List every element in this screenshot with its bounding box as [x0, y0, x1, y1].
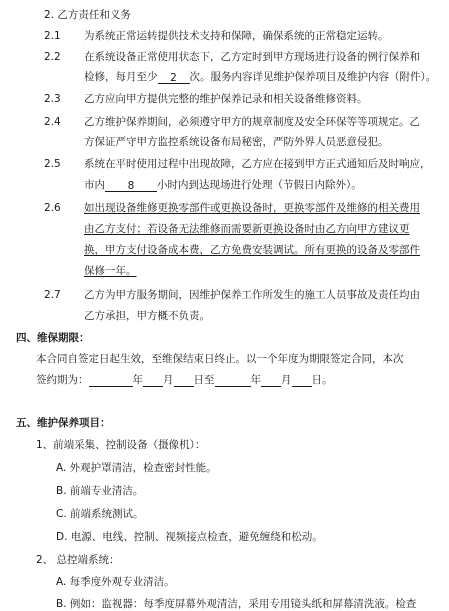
item-text: 方保证严守甲方监控系统设备布局秘密，严防外界人员恶意侵犯。 [84, 136, 389, 148]
text-fragment: 小时内到达现场进行处理（节假日内除外）。 [157, 179, 362, 191]
item-text: 乙方承担，甲方概不负责。 [84, 310, 210, 322]
item-text-line [84, 70, 436, 84]
date-unit: 年 [250, 374, 261, 386]
item-number: 2.3 [44, 93, 61, 105]
list-item: A. 外观护罩清洁，检查密封性能。 [56, 462, 217, 474]
section-4-heading: 四、维保期限： [16, 332, 90, 344]
item-number: 2.6 [44, 202, 61, 214]
item-text: 换，甲方支付设备成本费，乙方免费安装调试。所有更换的设备及零部件 [84, 244, 420, 256]
item-number: 2.1 [44, 30, 61, 42]
year-blank [215, 374, 251, 387]
filled-blank: 8 [105, 179, 157, 192]
date-unit: 年 [132, 374, 143, 386]
list-item: B. 例如：监视器：每季度屏幕外观清洁，采用专用镜头纸和屏幕清洗液。检查 [56, 598, 417, 610]
date-unit: 月 [163, 374, 174, 386]
item-number: 2.7 [44, 289, 61, 301]
day-blank [174, 374, 194, 387]
item-text: 保修一年。 [84, 265, 137, 277]
filled-blank: 2 [158, 71, 190, 84]
date-unit: 日。 [311, 374, 333, 386]
month-blank [143, 374, 163, 387]
list-item: B. 前端专业清洁。 [56, 485, 144, 497]
subsection-heading: 2、 总控端系统： [36, 554, 120, 566]
item-text: 在系统设备正常使用状态下，乙方定时到甲方现场进行设备的例行保养和 [84, 51, 420, 63]
item-text: 乙方维护保养期间，必须遵守甲方的规章制度及安全环保等等项规定。乙 [84, 116, 420, 128]
list-item: D. 电源、电线、控制、视频接点检查，避免缠绕和松动。 [56, 531, 323, 543]
section-5-heading: 五、维护保养项目： [16, 417, 111, 429]
text-fragment: 次。服务内容详见维护保养项目及维护内容（附件）。 [189, 71, 437, 83]
item-number: 2.5 [44, 158, 61, 170]
list-item: A. 每季度外观专业清洁。 [56, 576, 175, 588]
item-text: 系统在平时使用过程中出现故障，乙方应在接到甲方正式通知后及时响应， [84, 158, 431, 170]
date-unit: 月 [281, 374, 292, 386]
item-text: 由乙方支付；若设备无法维修而需要新更换设备时由乙方向甲方建议更 [84, 223, 410, 235]
text-fragment: 检修，每月至少 [84, 71, 158, 83]
item-text: 乙方应向甲方提供完整的维护保养记录和相关设备维修资料。 [84, 93, 368, 105]
year-blank [89, 374, 133, 387]
date-unit: 日至 [193, 374, 215, 386]
term-line-1: 本合同自签定日起生效，至维保结束日终止。以一个年度为期限签定合同，本次 [36, 353, 404, 365]
item-text: 为系统正常运转提供技术支持和保障，确保系统的正常稳定运转。 [84, 30, 389, 42]
item-number: 2.4 [44, 116, 61, 128]
item-text-line [84, 178, 362, 192]
section-2-heading: 2. 乙方责任和义务 [44, 9, 131, 21]
item-text: 乙方为甲方服务期间，因维护保养工作所发生的施工人员事故及责任均由 [84, 289, 420, 301]
subsection-heading: 1、前端采集、控制设备（摄像机）： [36, 439, 206, 451]
item-text: 如出现设备维修更换零部件或更换设备时，更换零部件及维修的相关费用 [84, 202, 420, 214]
list-item: C. 前端系统测试。 [56, 508, 144, 520]
day-blank [292, 374, 312, 387]
item-number: 2.2 [44, 51, 61, 63]
month-blank [261, 374, 281, 387]
text-fragment: 市内 [84, 179, 105, 191]
term-prefix: 签约期为： [36, 374, 89, 386]
term-line-2 [36, 373, 333, 387]
